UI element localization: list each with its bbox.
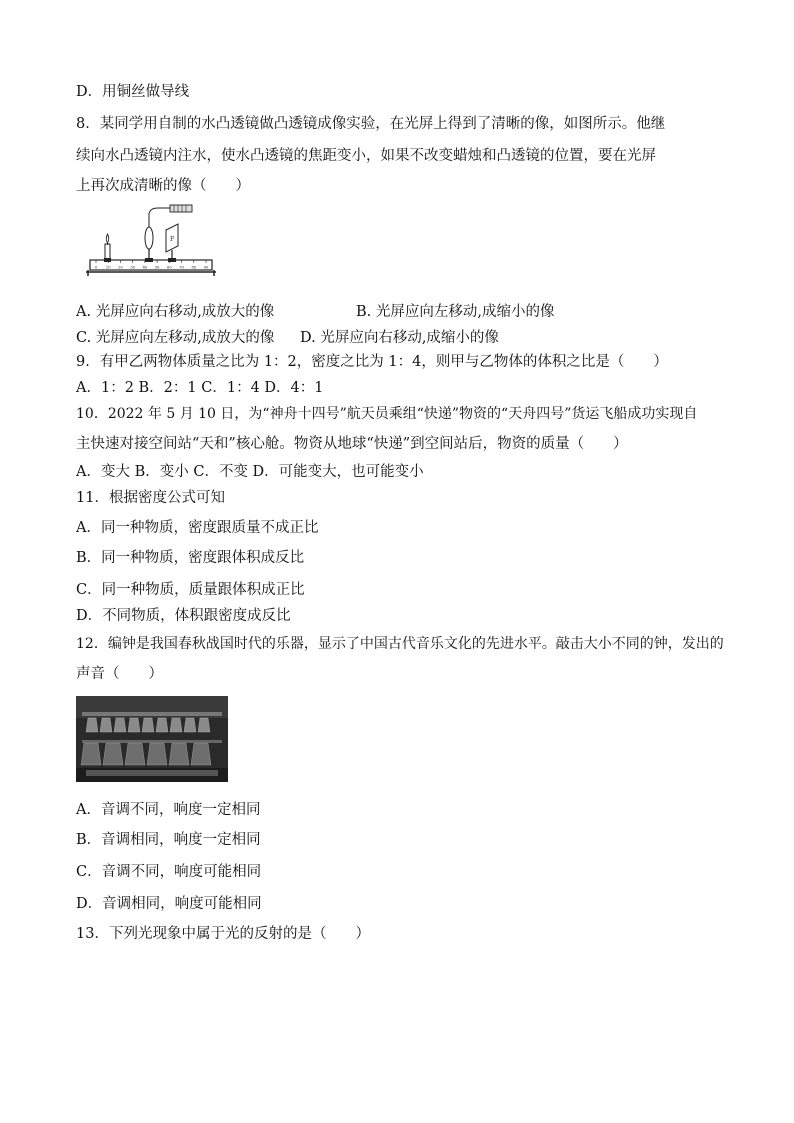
scale-tick-label: 10	[105, 265, 111, 270]
question-12-line-2: 声音（ ）	[76, 666, 163, 682]
optical-bench-figure	[86, 204, 216, 280]
scale-tick-label: 50	[154, 265, 160, 270]
light-screen-icon	[166, 224, 178, 260]
svg-text:F: F	[170, 236, 175, 243]
q11-option-c: C．同一种物质，质量跟体积成正比	[76, 582, 305, 598]
q12-option-d: D．音调相同，响度可能相同	[76, 896, 262, 912]
q11-option-b: B．同一种物质，密度跟体积成反比	[76, 550, 305, 566]
q8-option-d: D. 光屏应向右移动,成缩小的像	[300, 330, 499, 346]
question-12-line-1: 12．编钟是我国春秋战国时代的乐器，显示了中国古代音乐文化的先进水平。敲击大小不同的钟，发出的	[76, 636, 724, 652]
q8-option-a: A. 光屏应向右移动,成放大的像	[76, 304, 275, 320]
question-8-line-2: 续向水凸透镜内注水，使水凸透镜的焦距变小，如果不改变蜡烛和凸透镜的位置，要在光屏	[76, 148, 656, 164]
syringe-icon	[170, 205, 192, 212]
scale-tick-label: 30	[130, 265, 135, 270]
scale-tick-label: 90	[203, 265, 209, 270]
q12-option-b: B．音调相同，响度一定相同	[76, 832, 261, 848]
scale-tick-label: 0	[94, 265, 98, 270]
scale-tick-label: 20	[118, 265, 123, 270]
scale-tick-label: 80	[191, 265, 197, 270]
option-d-text: D．用铜丝做导线	[76, 84, 190, 100]
question-10-options: A．变大 B．变小 C．不变 D．可能变大，也可能变小	[76, 464, 424, 480]
question-8-line-3: 上再次成清晰的像（ ）	[76, 178, 250, 194]
scale-tick-label: 40	[142, 265, 148, 270]
question-10-line-1: 10．2022 年 5 月 10 日，为“神舟十四号”航天员乘组“快递”物资的“天舟四号”货运飞船成功实现自	[76, 406, 698, 422]
question-10-line-2: 主快速对接空间站“天和”核心舱。物资从地球“快递”到空间站后，物资的质量（ ）	[76, 436, 628, 452]
q8-option-b: B. 光屏应向左移动,成缩小的像	[356, 304, 555, 320]
q11-option-a: A．同一种物质，密度跟质量不成正比	[76, 520, 319, 536]
question-9-options: A．1：2 B．2：1 C．1：4 D．4：1	[76, 380, 324, 396]
question-9: 9．有甲乙两物体质量之比为 1：2，密度之比为 1：4，则甲与乙物体的体积之比是（ ）	[76, 354, 668, 370]
question-8-line-1: 8．某同学用自制的水凸透镜做凸透镜成像实验，在光屏上得到了清晰的像，如图所示。他继	[76, 116, 666, 132]
q12-option-c: C．音调不同，响度可能相同	[76, 864, 262, 880]
q11-option-d: D．不同物质，体积跟密度成反比	[76, 608, 291, 624]
question-13: 13．下列光现象中属于光的反射的是（ ）	[76, 926, 370, 942]
candle-icon	[105, 234, 110, 260]
scale-tick-label: 60	[167, 265, 172, 270]
q8-option-c: C. 光屏应向左移动,成放大的像	[76, 330, 275, 346]
scale-tick-label: 70	[179, 265, 184, 270]
q12-option-a: A．音调不同，响度一定相同	[76, 802, 261, 818]
question-11: 11．根据密度公式可知	[76, 490, 225, 506]
bianzhong-bells-photo	[76, 696, 228, 782]
